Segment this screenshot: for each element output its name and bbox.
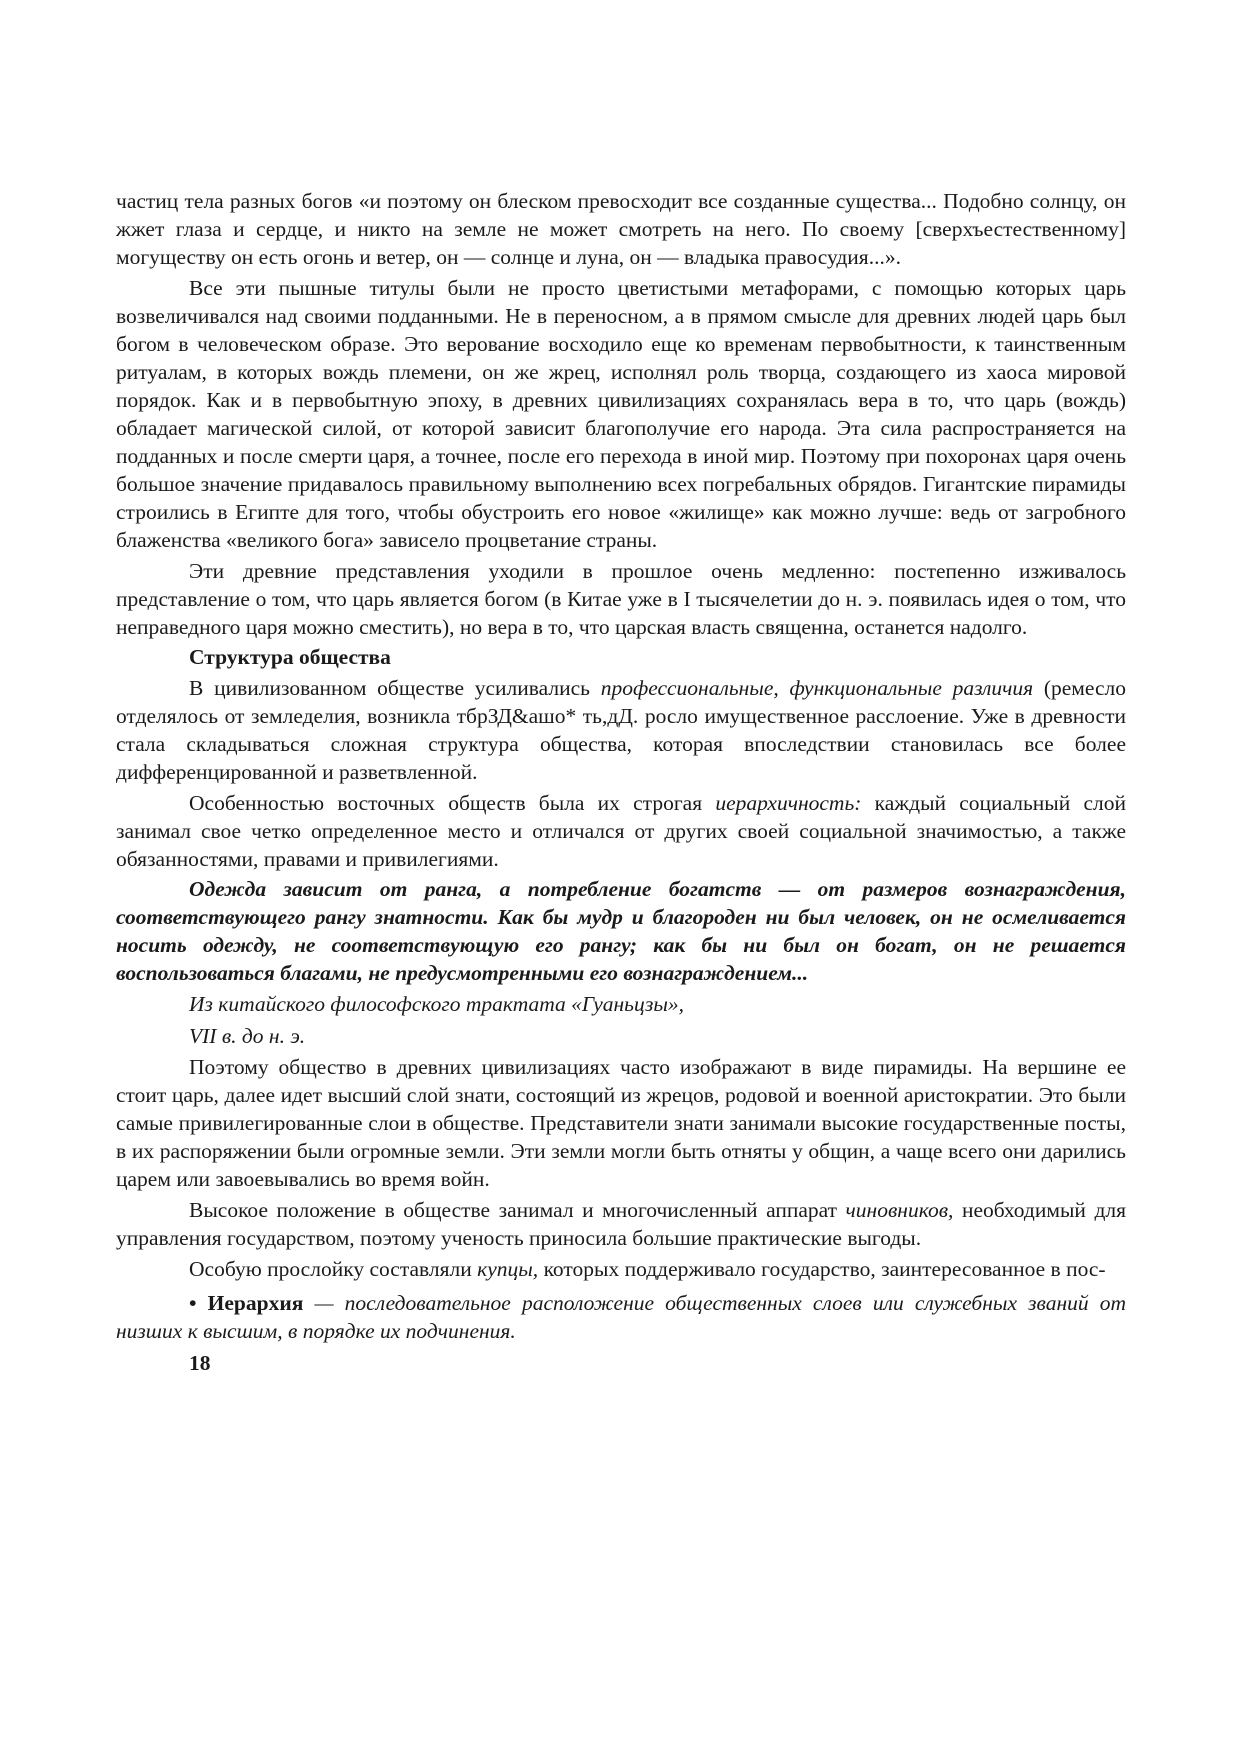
paragraph-5-emphasis: иерархичность: <box>715 791 862 815</box>
paragraph-7-emphasis: чиновников, <box>845 1198 954 1222</box>
paragraph-7-end: необходимый для управления государством, поэтому ученость приносила большие практические выгоды. <box>116 1198 1126 1250</box>
paragraph-5-start: Особенностью восточных обществ была их строгая <box>189 791 716 815</box>
section-heading: Структура общества <box>189 645 391 669</box>
paragraph-5 <box>116 789 1126 873</box>
paragraph-8-emphasis: купцы, <box>477 1257 539 1281</box>
paragraph-4-emphasis: профессиональные, функциональные различия <box>600 676 1034 700</box>
paragraph-8-end: которых поддерживало государство, заинтересованное в пос- <box>538 1257 1106 1281</box>
quote-source-date: VII в. до н. э. <box>189 1024 306 1048</box>
quotation: Одежда зависит от ранга, а потребление богатств — от размеров вознаграждения, соответствующего рангу знатности. Как бы мудр и благороден ни был человек, он не осмеливается носить одежду, не соответствующую его рангу; как бы ни был он богат, он не решается воспользоваться благами, не предусмотренными его вознаграждением... <box>116 877 1126 985</box>
quote-source-title: Из китайского философского трактата «Гуаньцзы», <box>189 992 685 1016</box>
paragraph-1: частиц тела разных богов «и поэтому он блеском превосходит все созданные существа... Подобно солнцу, он жжет глаза и сердце, и никто на земле не может смотреть на него. По своему [сверхъестественному] могуществу он есть огонь и ветер, он — солнце и луна, он — владыка правосудия...». <box>116 189 1126 269</box>
footnote-bullet: • <box>189 1291 197 1315</box>
paragraph-3: Эти древние представления уходили в прошлое очень медленно: постепенно изживалось представление о том, что царь является богом (в Китае уже в I тысячелетии до н. э. появилась идея о том, что неправедного царя можно сместить), но вера в то, что царская власть священна, останется надолго. <box>116 559 1126 639</box>
footnote-definition <box>116 1289 1126 1345</box>
paragraph-7 <box>116 1196 1126 1252</box>
paragraph-4-end: (ремесло отделялось от земледелия, возникла тбрЗД&ашо* ть,дД. росло имущественное расслоение. Уже в древности стала складываться сложная структура общества, которая впоследствии становилась все более дифференцированной и разветвленной. <box>116 676 1126 784</box>
paragraph-8 <box>116 1255 1126 1283</box>
page-content <box>116 187 1126 1377</box>
footnote-term: Иерархия <box>207 1291 304 1315</box>
paragraph-5-end: каждый социальный слой занимал свое четко определенное место и отличался от других своей социальной значимостью, а также обязанностями, правами и привилегиями. <box>116 791 1126 871</box>
paragraph-7-start: Высокое положение в обществе занимал и многочисленный аппарат <box>189 1198 846 1222</box>
page-number: 18 <box>189 1351 211 1375</box>
paragraph-8-start: Особую прослойку составляли <box>189 1257 478 1281</box>
paragraph-4-start: В цивилизованном обществе усиливались <box>189 676 601 700</box>
paragraph-2: Все эти пышные титулы были не просто цветистыми метафорами, с помощью которых царь возвеличивался над своими подданными. Не в переносном, а в прямом смысле для древних людей царь был богом в человеческом образе. Это верование восходило еще ко временам первобытности, к таинственным ритуалам, в которых вождь племени, он же жрец, исполнял роль творца, создающего из хаоса мировой порядок. Как и в первобытную эпоху, в древних цивилизациях сохранялась вера в то, что царь (вождь) обладает магической силой, от которой зависит благополучие его народа. Эта сила распространяется на подданных и после смерти царя, а точнее, после его перехода в иной мир. Поэтому при похоронах царя очень большое значение придавалось правильному выполнению всех погребальных обрядов. Гигантские пирамиды строились в Египте для того, чтобы обустроить его новое «жилище» как можно лучше: ведь от загробного блаженства «великого бога» зависело процветание страны. <box>116 276 1126 552</box>
paragraph-4 <box>116 674 1126 786</box>
paragraph-6: Поэтому общество в древних цивилизациях часто изображают в виде пирамиды. На вершине ее стоит царь, далее идет высший слой знати, состоящий из жрецов, родовой и военной аристократии. Это были самые привилегированные слои в обществе. Представители знати занимали высокие государственные посты, в их распоряжении были огромные земли. Эти земли могли быть отняты у общин, а чаще всего они дарились царем или завоевывались во время войн. <box>116 1055 1126 1191</box>
footnote-text: — последовательное расположение общественных слоев или служебных званий от низших к высшим, в порядке их подчинения. <box>116 1291 1126 1343</box>
